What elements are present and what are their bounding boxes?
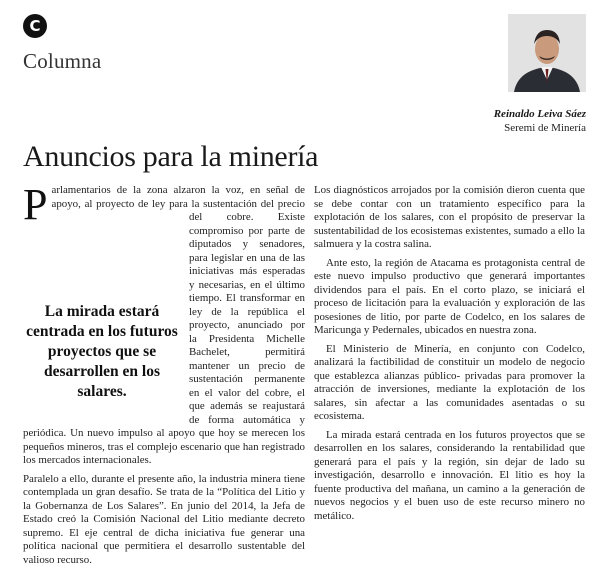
paragraph-2: Paralelo a ello, durante el presente año, la industria minera tiene contemplada un gran desafío. Se trata de la “Política del Litio y la Gobernanza de Los Salares”. En junio del 2014, la Jefa de Estado creó la Comisión Nacional del Litio mediante decreto supremo. El eje central de dicha iniciativa fue generar una política nacional que permitiera el desarrollo sustentable del valioso recurso. — [23, 472, 305, 566]
author-portrait-illustration — [508, 14, 586, 92]
paragraph-3: Los diagnósticos arrojados por la comisión dieron cuenta que se debe contar con un tratamiento específico para la explotación de los salares, con el propósito de preservar la sustentabilidad de los ecosistemas existentes, sumado a ello la salmuera y la costra salina. — [314, 184, 585, 250]
author-role: Seremi de Minería — [504, 122, 586, 134]
paragraph-4: Ante esto, la región de Atacama es protagonista central de este nuevo impulso productivo que generará importantes dividendos para el país. En el corto plazo, se iniciará el proceso de licitación para la evaluación y exploración de las posesiones de litio, por parte de Codelco, en los salares de Maricunga y Pedernales, ubicados en nuestra zona. — [314, 256, 585, 336]
author-photo — [508, 14, 586, 92]
pull-quote: La mirada estará centrada en los futuros proyectos que se desarrollen en los salares. — [23, 302, 181, 402]
drop-cap: P — [23, 180, 48, 229]
section-label: Columna — [23, 49, 102, 73]
paragraph-5: El Ministerio de Minería, en conjunto con Codelco, analizará la factibilidad de constituir un modelo de negocio que establezca alianzas público- privadas para promover la atracción de inversiones, mediante la explotación de los salares, sin afectar a las comunidades asentadas o su ecosistema. — [314, 342, 585, 422]
paragraph-1-text: arlamentarios de la zona alzaron la voz, en señal de apoyo, al proyecto de ley para la sustentación del precio del cobre. Existe compromiso por parte de diputados y senadores, para legislar en una de las iniciativas más esperadas y necesarias, en el último tiempo. El transformar en ley de la república el proyecto, anunciado por la Presidenta Michelle Bachelet, permitirá mantener un precio de sustentación permanente en el valor del cobre, el que además se reajustará de forma automática y periódica. Un nuevo impulso al apoyo que hoy se merecen los pequeños mineros, tras el complejo escenario que han registrado los mercados internacionales. — [23, 184, 305, 466]
author-byline — [494, 107, 586, 135]
article-column-right — [314, 184, 585, 528]
headline: Anuncios para la minería — [23, 140, 319, 173]
author-name: Reinaldo Leiva Sáez — [493, 108, 586, 120]
column-badge: C — [23, 14, 47, 38]
paragraph-6: La mirada estará centrada en los futuros proyectos que se desarrollen en los salares, considerando la rentabilidad que generará para el país y la región, sin dejar de lado su investigación, desarrollo e innovación. El litio es hoy la fuente productiva del mañana, un camino a la generación de nuevos negocios y el buen uso de este recurso minero no metálico. — [314, 428, 585, 522]
